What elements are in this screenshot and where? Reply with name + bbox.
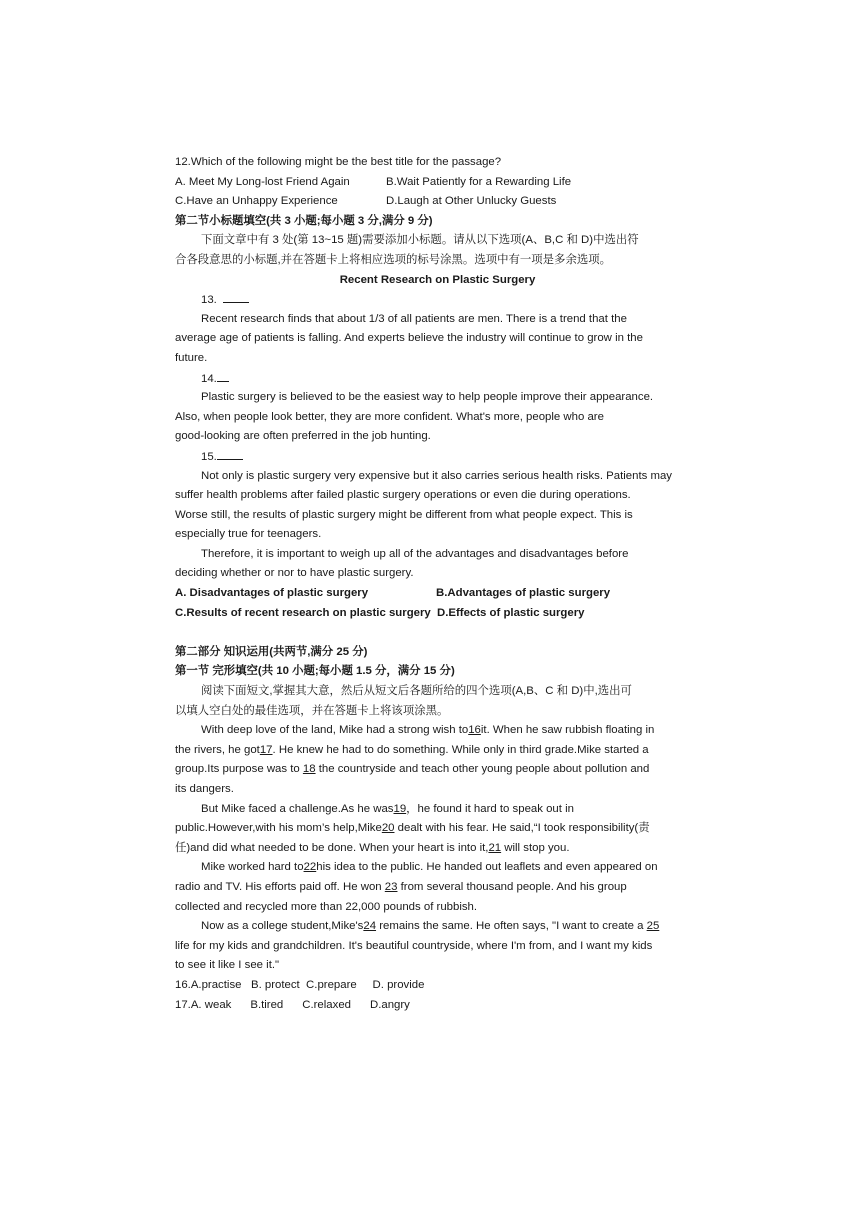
text-run: his idea to the public. He handed out leaflets and even appeared on <box>316 861 658 874</box>
section2-heading: 第二节小标题填空(共 3 小题;每小题 3 分,满分 9 分) <box>175 214 433 227</box>
text-run: ，he found it hard to speak out in <box>406 802 574 815</box>
text-run: will stop you. <box>501 841 570 854</box>
cloze-p3-line-3: collected and recycled more than 22,000 pounds of rubbish. <box>175 900 478 913</box>
blank-17: 17 <box>259 743 273 756</box>
q12-stem: 12.Which of the following might be the best title for the passage? <box>175 156 502 168</box>
q14-number: 14. <box>201 372 217 385</box>
blank-22: 22 <box>303 861 317 874</box>
p3-line-3: Worse still, the results of plastic surgery might be different from what people expect. This is <box>175 508 633 521</box>
p1-line-1: Recent research finds that about 1/3 of all patients are men. There is a trend that the <box>201 312 627 325</box>
p2-line-2: Also, when people look better, they are more confident. What's more, people who are <box>175 410 604 423</box>
blank-23: 23 <box>384 880 398 893</box>
p3-line-2: suffer health problems after failed plastic surgery operations or even die during operations. <box>175 489 631 502</box>
p2-line-1: Plastic surgery is believed to be the easiest way to help people improve their appearance. <box>201 391 654 404</box>
part2-section1-heading: 第一节 完形填空(共 10 小题;每小题 1.5 分，满分 15 分) <box>175 665 455 678</box>
blank-16: 16 <box>468 724 481 737</box>
cloze-p1-line-4: its dangers. <box>175 783 234 795</box>
q15-number: 15. <box>201 450 217 463</box>
text-run: Now as a college student,Mike's <box>201 920 364 933</box>
cloze-p1-line-3 <box>175 760 700 780</box>
q14-heading-blank <box>175 369 700 389</box>
text-run: it. When he saw rubbish floating in <box>480 724 655 737</box>
spacer <box>175 623 700 643</box>
page-content <box>175 153 700 1015</box>
text-run: group.Its purpose was to <box>175 763 303 776</box>
q17-options: 17.A. weak B.tired C.relaxed D.angry <box>175 998 410 1011</box>
text-run: the countryside and teach other young people about pollution and <box>315 763 650 776</box>
cloze-p4-line-3: to see it like I see it." <box>175 959 280 972</box>
p3-line-4: especially true for teenagers. <box>175 528 322 541</box>
blank-20: 20 <box>381 822 395 835</box>
section2-options-row2 <box>175 604 700 624</box>
section2-option-d: D.Effects of plastic surgery <box>437 606 585 619</box>
cloze-p3-line-2 <box>175 878 700 898</box>
p3-line-1: Not only is plastic surgery very expensive but it also carries serious health risks. Patients may <box>201 469 673 482</box>
q13-blank-line <box>223 290 249 303</box>
blank-25: 25 <box>646 920 660 933</box>
q13-number: 13. <box>201 294 217 307</box>
blank-21: 21 <box>488 841 502 854</box>
cloze-p2-line-1 <box>175 800 700 820</box>
text-run: public.However,with his mom’s help,Mike <box>175 822 382 835</box>
p2-line-3: good-looking are often preferred in the job hunting. <box>175 430 431 443</box>
section2-instruction-1: 下面文章中有 3 处(第 13~15 题)需要添加小标题。请从以下选项(A、B,C 和 D)中选出符 <box>201 234 639 247</box>
p1-line-2: average age of patients is falling. And experts believe the industry will continue to grow in the <box>175 332 643 345</box>
text-run: 任)and did what needed to be done. When your heart is into it, <box>175 841 489 854</box>
text-run: dealt with his fear. He said,“I took responsibility(责 <box>394 822 650 835</box>
cloze-p2-line-2 <box>175 819 700 839</box>
section2-option-b: B.Advantages of plastic surgery <box>436 587 611 600</box>
part2-heading: 第二部分 知识运用(共两节,满分 25 分) <box>175 645 368 658</box>
cloze-p3-line-1 <box>175 858 700 878</box>
section2-options-row1 <box>175 584 700 604</box>
p1-line-3: future. <box>175 351 208 364</box>
text-run: from several thousand people. And his group <box>397 880 627 893</box>
text-run: Mike worked hard to <box>201 861 304 874</box>
q12-option-c: C.Have an Unhappy Experience <box>175 195 338 208</box>
q15-blank-line <box>217 447 243 460</box>
blank-18: 18 <box>302 763 316 776</box>
q16-options: 16.A.practise B. protect C.prepare D. provide <box>175 978 425 991</box>
cloze-p2-line-3 <box>175 839 700 859</box>
text-run: the rivers, he got <box>175 743 260 756</box>
text-run: . He knew he had to do something. While only in third grade.Mike started a <box>272 743 649 756</box>
text-run: But Mike faced a challenge.As he was <box>201 802 394 815</box>
blank-19: 19 <box>393 802 407 815</box>
q12-options-row2 <box>175 192 700 212</box>
q15-heading-blank <box>175 447 700 467</box>
cloze-p4-line-2: life for my kids and grandchildren. It's beautiful countryside, where I'm from, and I want my kids <box>175 939 653 952</box>
cloze-p4-line-1 <box>175 917 700 937</box>
blank-24: 24 <box>363 920 377 933</box>
cloze-p1-line-1 <box>175 721 700 741</box>
q12-option-a: A. Meet My Long-lost Friend Again <box>175 175 350 188</box>
q12-option-b: B.Wait Patiently for a Rewarding Life <box>386 175 572 188</box>
cloze-p1-line-2 <box>175 741 700 761</box>
section2-instruction-2: 合各段意思的小标题,并在答题卡上将相应选项的标号涂黑。选项中有一项是多余选项。 <box>175 253 612 266</box>
p4-line-2: deciding whether or nor to have plastic surgery. <box>175 567 414 580</box>
q13-heading-blank <box>175 290 700 310</box>
part2-instruction-1: 阅读下面短文,掌握其大意，然后从短文后各题所给的四个选项(A,B、C 和 D)中,选出可 <box>201 685 632 698</box>
text-run: radio and TV. His efforts paid off. He won <box>175 880 385 893</box>
text-run: remains the same. He often says, "I want to create a <box>376 920 647 933</box>
passage-title: Recent Research on Plastic Surgery <box>339 273 536 286</box>
text-run: With deep love of the land, Mike had a strong wish to <box>201 724 469 737</box>
section2-option-a: A. Disadvantages of plastic surgery <box>175 587 369 600</box>
section2-option-c: C.Results of recent research on plastic surgery <box>175 606 431 619</box>
p4-line-1: Therefore, it is important to weigh up all of the advantages and disadvantages before <box>201 547 629 560</box>
q12-option-d: D.Laugh at Other Unlucky Guests <box>386 195 557 208</box>
q12-options-row1 <box>175 173 700 193</box>
q14-blank-line <box>217 369 229 382</box>
part2-instruction-2: 以填人空白处的最佳选项，并在答题卡上将该项涂黑。 <box>175 704 449 717</box>
